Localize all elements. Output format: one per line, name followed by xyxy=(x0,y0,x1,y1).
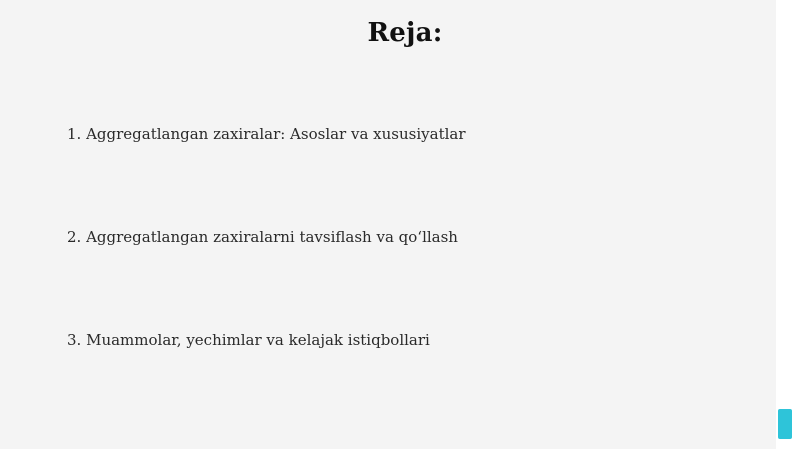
list-item: 2. Aggregatlangan zaxiralarni tavsiflash va qo‘llash xyxy=(67,228,458,246)
list-item: 3. Muammolar, yechimlar va kelajak istiqbollari xyxy=(67,331,430,349)
scrollbar[interactable] xyxy=(776,0,800,449)
slide-title: Reja: xyxy=(367,18,443,48)
list-item: 1. Aggregatlangan zaxiralar: Asoslar va xususiyatlar xyxy=(67,125,466,143)
scrollbar-thumb[interactable] xyxy=(778,409,792,439)
